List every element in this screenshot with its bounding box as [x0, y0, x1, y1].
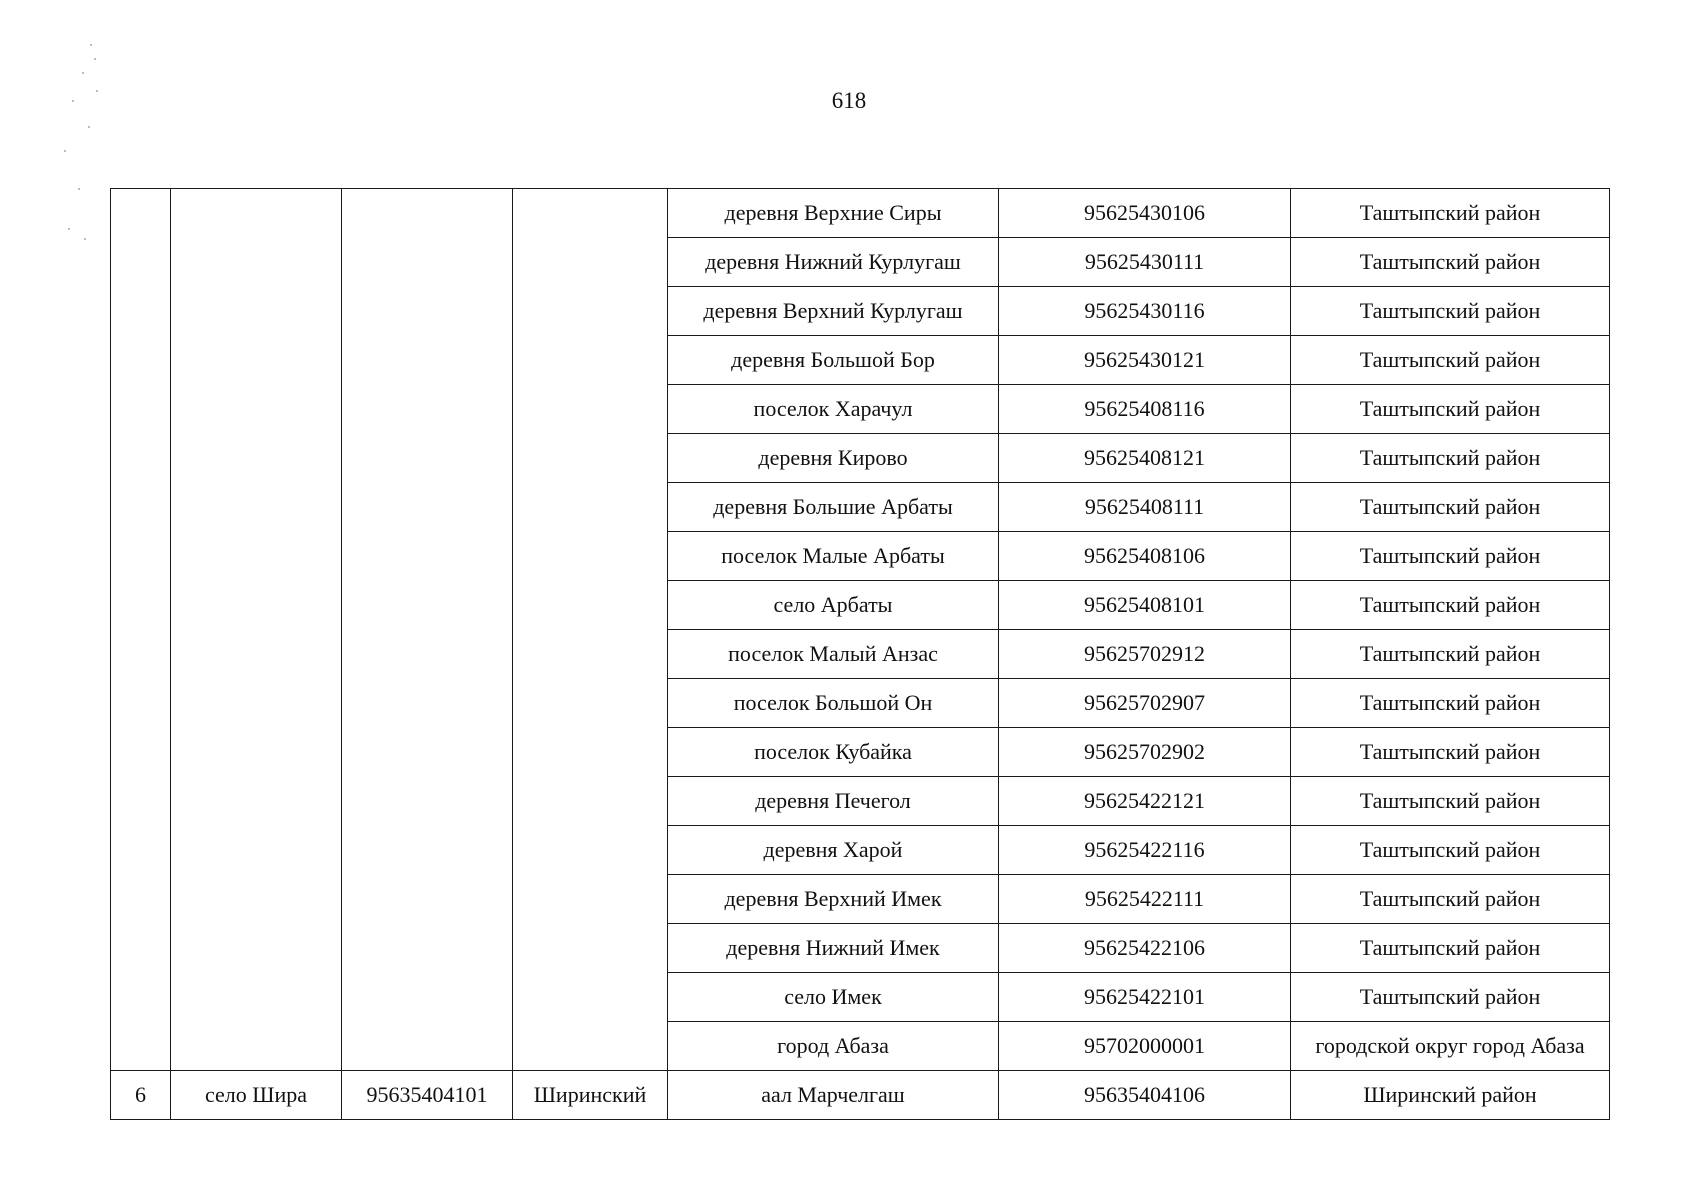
district-cell: Ширинский район [1291, 1071, 1610, 1120]
code-cell: 95625702912 [999, 630, 1291, 679]
district-cell: Таштыпский район [1291, 336, 1610, 385]
row-number-cell: 6 [111, 1071, 171, 1120]
settlements-table [110, 188, 1610, 1120]
settlement-cell: деревня Кирово [668, 434, 999, 483]
settlement-cell: поселок Харачул [668, 385, 999, 434]
number-cell-blank [111, 189, 171, 1071]
code-cell: 95635404106 [999, 1071, 1291, 1120]
district-cell: Таштыпский район [1291, 875, 1610, 924]
district-cell: Таштыпский район [1291, 238, 1610, 287]
code-cell: 95625422121 [999, 777, 1291, 826]
settlement-cell: деревня Нижний Имек [668, 924, 999, 973]
region-cell-blank [513, 189, 668, 1071]
district-cell: Таштыпский район [1291, 924, 1610, 973]
table-body [111, 189, 1610, 1120]
code-cell: 95625702902 [999, 728, 1291, 777]
settlement-cell: город Абаза [668, 1022, 999, 1071]
code-cell: 95625422111 [999, 875, 1291, 924]
district-cell: Таштыпский район [1291, 826, 1610, 875]
settlement-cell: деревня Верхние Сиры [668, 189, 999, 238]
settlement-cell: поселок Кубайка [668, 728, 999, 777]
code-cell: 95625702907 [999, 679, 1291, 728]
code-cell: 95625408111 [999, 483, 1291, 532]
page-number: 618 [831, 88, 867, 113]
code-cell: 95625430106 [999, 189, 1291, 238]
district-cell: городской округ город Абаза [1291, 1022, 1610, 1071]
settlement-cell: село Имек [668, 973, 999, 1022]
code-cell: 95702000001 [999, 1022, 1291, 1071]
code-cell: 95625422106 [999, 924, 1291, 973]
district-cell: Таштыпский район [1291, 679, 1610, 728]
district-cell: Таштыпский район [1291, 385, 1610, 434]
settlement-cell: поселок Малый Анзас [668, 630, 999, 679]
district-cell: Таштыпский район [1291, 532, 1610, 581]
code-cell: 95625430111 [999, 238, 1291, 287]
region-cell: Ширинский [513, 1071, 668, 1120]
settlement-cell: поселок Большой Он [668, 679, 999, 728]
district-cell: Таштыпский район [1291, 434, 1610, 483]
district-cell: Таштыпский район [1291, 581, 1610, 630]
code-cell: 95625430121 [999, 336, 1291, 385]
district-cell: Таштыпский район [1291, 483, 1610, 532]
district-cell: Таштыпский район [1291, 973, 1610, 1022]
district-cell: Таштыпский район [1291, 777, 1610, 826]
center-cell-blank [171, 189, 342, 1071]
code-cell: 95625408101 [999, 581, 1291, 630]
code-cell: 95625430116 [999, 287, 1291, 336]
district-cell: Таштыпский район [1291, 728, 1610, 777]
settlement-cell: аал Марчелгаш [668, 1071, 999, 1120]
settlement-cell: деревня Нижний Курлугаш [668, 238, 999, 287]
settlement-cell: деревня Печегол [668, 777, 999, 826]
scan-noise [60, 38, 100, 258]
settlement-cell: деревня Большие Арбаты [668, 483, 999, 532]
center-code-cell: 95635404101 [342, 1071, 513, 1120]
code-cell: 95625408121 [999, 434, 1291, 483]
settlement-cell: село Арбаты [668, 581, 999, 630]
settlements-table-wrap [110, 188, 1610, 1120]
district-cell: Таштыпский район [1291, 189, 1610, 238]
district-cell: Таштыпский район [1291, 630, 1610, 679]
settlement-cell: деревня Большой Бор [668, 336, 999, 385]
settlement-cell: деревня Верхний Имек [668, 875, 999, 924]
code-cell: 95625422101 [999, 973, 1291, 1022]
table-row-last [111, 1071, 1610, 1120]
center-cell: село Шира [171, 1071, 342, 1120]
settlement-cell: поселок Малые Арбаты [668, 532, 999, 581]
district-cell: Таштыпский район [1291, 287, 1610, 336]
settlement-cell: деревня Харой [668, 826, 999, 875]
table-row [111, 189, 1610, 238]
code-cell: 95625408106 [999, 532, 1291, 581]
center-code-cell-blank [342, 189, 513, 1071]
code-cell: 95625422116 [999, 826, 1291, 875]
code-cell: 95625408116 [999, 385, 1291, 434]
settlement-cell: деревня Верхний Курлугаш [668, 287, 999, 336]
